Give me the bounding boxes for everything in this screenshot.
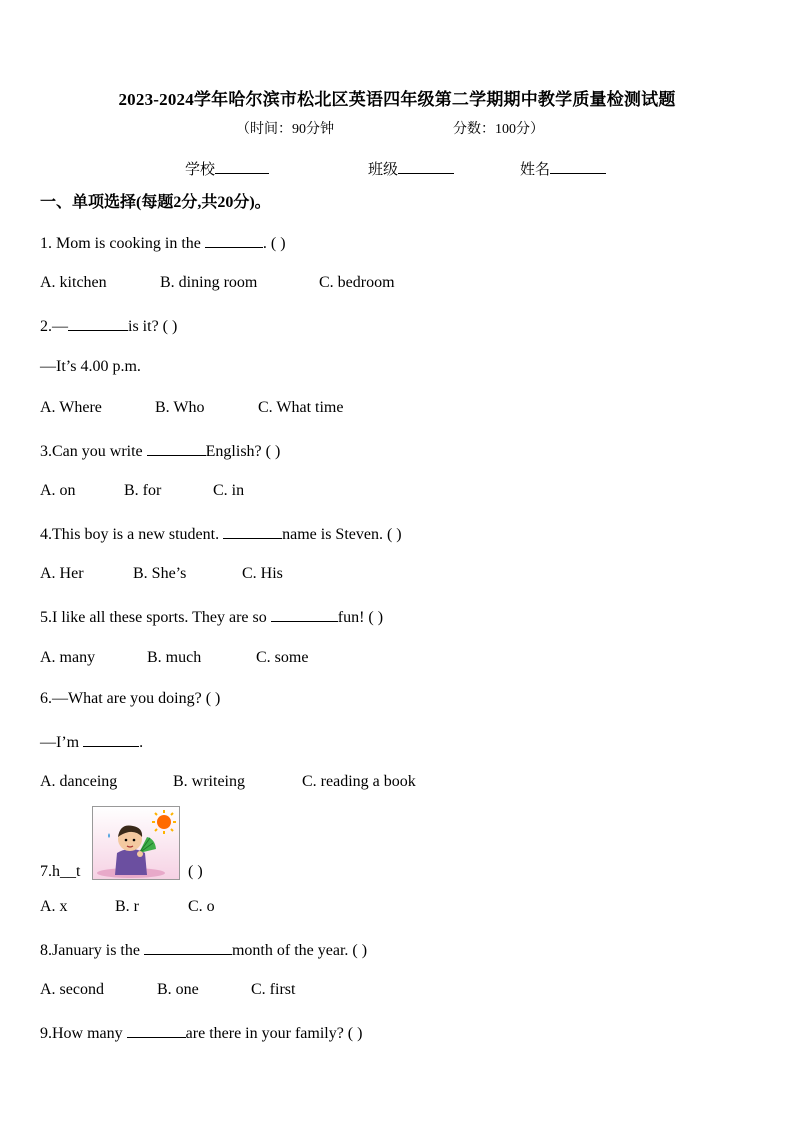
- question-6: [40, 690, 220, 708]
- school-blank[interactable]: [215, 159, 269, 174]
- question-text: month of the year. ( ): [231, 942, 368, 959]
- answer-blank[interactable]: [83, 732, 139, 747]
- question-text: 4.This boy is a new student.: [40, 526, 224, 543]
- question-text: 8.January is the: [40, 942, 144, 959]
- question-text: 6.—What are you doing? ( ): [40, 690, 221, 707]
- school-label: 学校: [185, 162, 216, 178]
- option[interactable]: B. for: [124, 482, 162, 499]
- option[interactable]: A. Her: [40, 565, 84, 582]
- exam-score: 分数：100分）: [453, 122, 544, 137]
- option[interactable]: A. on: [40, 482, 76, 499]
- question-text: 5.I like all these sports. They are so: [40, 609, 271, 626]
- option[interactable]: B. Who: [155, 399, 205, 416]
- options-2: [40, 399, 343, 417]
- option[interactable]: A. many: [40, 649, 96, 666]
- class-label: 班级: [368, 162, 399, 178]
- options-6: [40, 773, 416, 791]
- question-text: fun! ( ): [337, 609, 384, 626]
- option[interactable]: C. o: [188, 898, 215, 915]
- question-text: .: [139, 734, 144, 751]
- question-text: 2.—: [40, 318, 68, 335]
- options-5: [40, 649, 308, 667]
- options-1: [40, 274, 395, 292]
- question-text: name is Steven. ( ): [282, 526, 402, 543]
- question-text: are there in your family? ( ): [185, 1025, 363, 1042]
- class-field: [368, 158, 454, 179]
- section-heading: 一、单项选择(每题2分,共20分)。: [40, 194, 271, 211]
- question-3: [40, 441, 280, 461]
- question-2: [40, 316, 177, 336]
- boy-fanning-sun-icon: [93, 807, 179, 879]
- question-9: [40, 1023, 362, 1043]
- question-text: —I’m: [40, 734, 84, 751]
- hot-weather-illustration: [92, 806, 180, 880]
- question-7: 7.h__t: [40, 863, 81, 880]
- name-field: [520, 158, 606, 179]
- question-7-bracket: ( ): [188, 863, 203, 880]
- answer-blank[interactable]: [68, 316, 128, 331]
- option[interactable]: C. first: [251, 981, 296, 998]
- answer-blank[interactable]: [147, 441, 206, 456]
- option[interactable]: C. some: [256, 649, 309, 666]
- option[interactable]: B. dining room: [160, 274, 258, 291]
- answer-blank[interactable]: [127, 1023, 186, 1038]
- question-2-reply: —It’s 4.00 p.m.: [40, 358, 141, 375]
- option[interactable]: B. much: [147, 649, 202, 666]
- option[interactable]: C. What time: [258, 399, 344, 416]
- question-6-reply: [40, 732, 143, 752]
- options-3: [40, 482, 244, 500]
- question-text: . ( ): [262, 235, 286, 252]
- option[interactable]: C. bedroom: [319, 274, 395, 291]
- answer-blank[interactable]: [144, 940, 232, 955]
- answer-blank[interactable]: [205, 233, 263, 248]
- class-blank[interactable]: [398, 159, 454, 174]
- option[interactable]: C. in: [213, 482, 245, 499]
- question-text: 9.How many: [40, 1025, 127, 1042]
- question-text: is it? ( ): [128, 318, 178, 335]
- answer-blank[interactable]: [271, 607, 338, 622]
- options-8: [40, 981, 295, 999]
- options-4: [40, 565, 283, 583]
- question-4: [40, 524, 402, 544]
- option[interactable]: A. second: [40, 981, 104, 998]
- question-8: [40, 940, 367, 960]
- option[interactable]: A. kitchen: [40, 274, 107, 291]
- option[interactable]: A. x: [40, 898, 68, 915]
- question-5: [40, 607, 383, 627]
- option[interactable]: A. danceing: [40, 773, 118, 790]
- name-label: 姓名: [520, 162, 551, 178]
- exam-time: （时间：90分钟: [236, 122, 334, 137]
- question-text: 3.Can you write: [40, 443, 147, 460]
- option[interactable]: B. writeing: [173, 773, 245, 790]
- question-1: [40, 233, 286, 253]
- question-text: English? ( ): [205, 443, 281, 460]
- question-text: 1. Mom is cooking in the: [40, 235, 205, 252]
- options-7: [40, 898, 215, 916]
- page-title: 2023-2024学年哈尔滨市松北区英语四年级第二学期期中教学质量检测试题: [118, 90, 676, 109]
- option[interactable]: B. She’s: [133, 565, 187, 582]
- answer-blank[interactable]: [223, 524, 282, 539]
- option[interactable]: A. Where: [40, 399, 102, 416]
- option[interactable]: C. reading a book: [302, 773, 416, 790]
- name-blank[interactable]: [550, 159, 606, 174]
- option[interactable]: C. His: [242, 565, 283, 582]
- option[interactable]: B. one: [157, 981, 199, 998]
- option[interactable]: B. r: [115, 898, 139, 915]
- school-field: [185, 158, 269, 179]
